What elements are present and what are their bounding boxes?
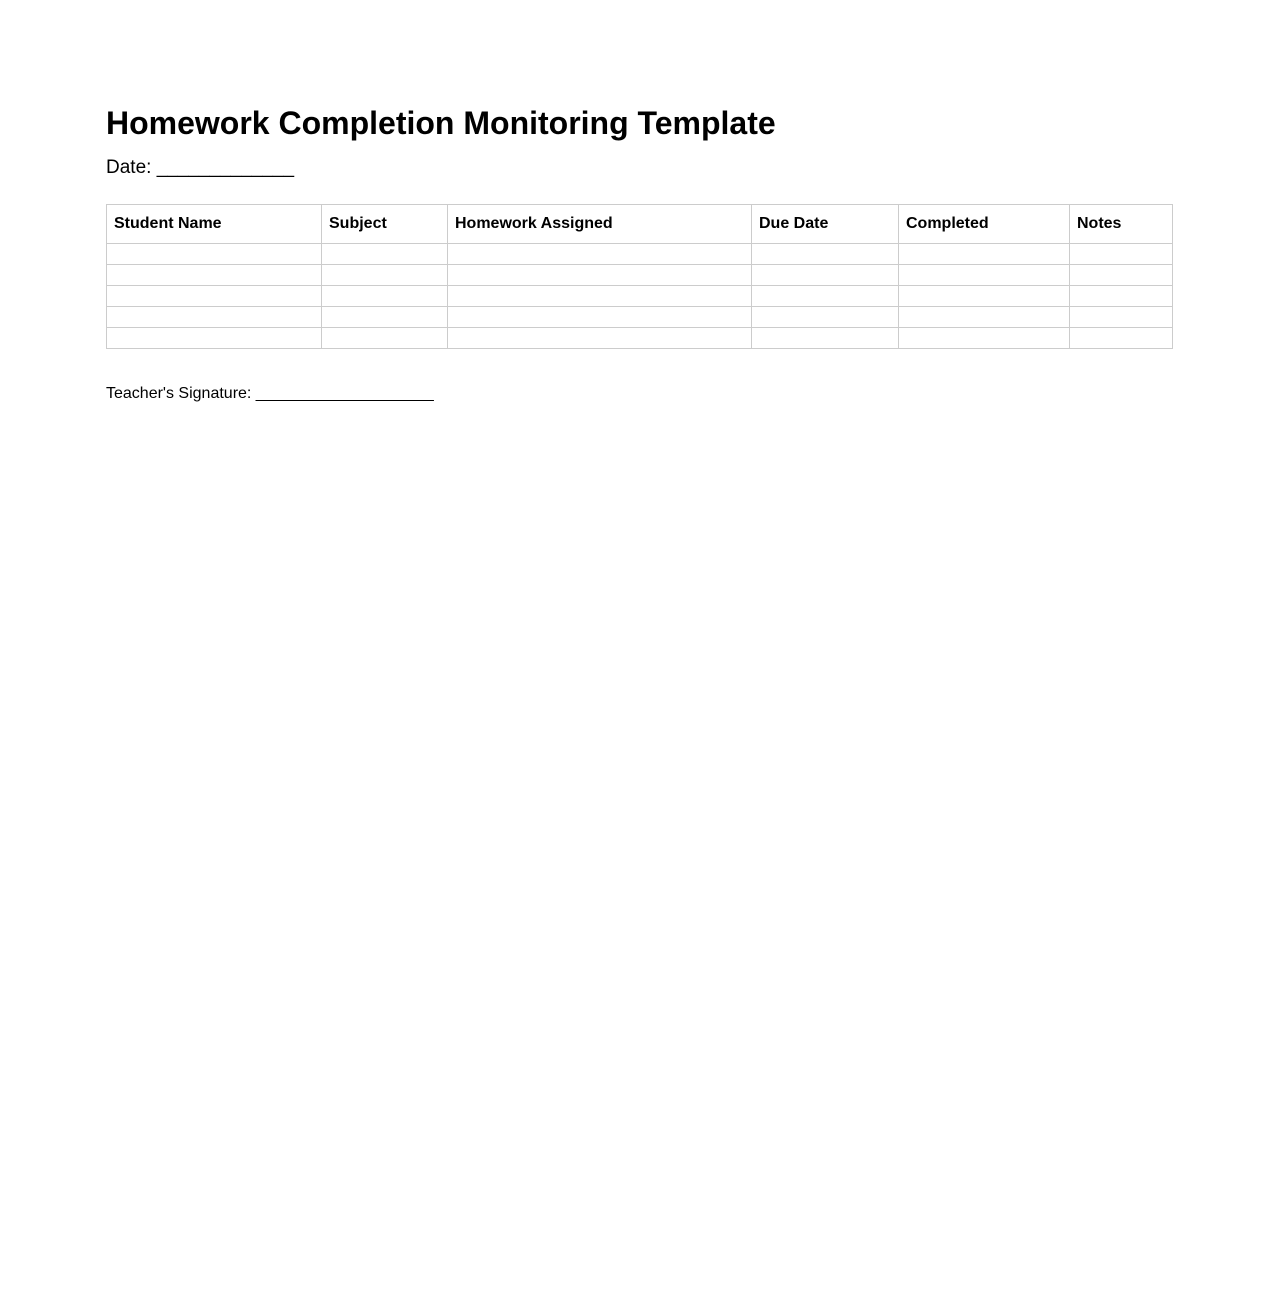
date-field: Date: _____________: [106, 157, 295, 178]
cell-notes: [1070, 244, 1173, 265]
cell-completed: [899, 328, 1070, 349]
cell-due-date: [752, 244, 899, 265]
column-header-subject: Subject: [322, 205, 448, 244]
column-header-due-date: Due Date: [752, 205, 899, 244]
column-header-notes: Notes: [1070, 205, 1173, 244]
teacher-signature-field: Teacher's Signature: ____________________: [106, 385, 434, 402]
cell-homework-assigned: [448, 244, 752, 265]
cell-due-date: [752, 286, 899, 307]
cell-homework-assigned: [448, 286, 752, 307]
cell-subject: [322, 307, 448, 328]
cell-student-name: [107, 244, 322, 265]
table-row: [107, 244, 1173, 265]
cell-due-date: [752, 307, 899, 328]
cell-homework-assigned: [448, 307, 752, 328]
table-row: [107, 328, 1173, 349]
cell-homework-assigned: [448, 265, 752, 286]
table-row: [107, 265, 1173, 286]
column-header-homework-assigned: Homework Assigned: [448, 205, 752, 244]
cell-due-date: [752, 328, 899, 349]
page-title: Homework Completion Monitoring Template: [106, 105, 776, 141]
table-row: [107, 286, 1173, 307]
homework-table: [106, 204, 1173, 349]
cell-subject: [322, 265, 448, 286]
cell-subject: [322, 328, 448, 349]
cell-completed: [899, 244, 1070, 265]
cell-completed: [899, 286, 1070, 307]
cell-subject: [322, 244, 448, 265]
table-header-row: [107, 205, 1173, 244]
cell-notes: [1070, 286, 1173, 307]
cell-subject: [322, 286, 448, 307]
cell-completed: [899, 307, 1070, 328]
cell-notes: [1070, 265, 1173, 286]
table-row: [107, 307, 1173, 328]
cell-student-name: [107, 307, 322, 328]
column-header-completed: Completed: [899, 205, 1070, 244]
cell-student-name: [107, 328, 322, 349]
cell-homework-assigned: [448, 328, 752, 349]
cell-student-name: [107, 265, 322, 286]
cell-notes: [1070, 307, 1173, 328]
cell-student-name: [107, 286, 322, 307]
cell-due-date: [752, 265, 899, 286]
cell-completed: [899, 265, 1070, 286]
cell-notes: [1070, 328, 1173, 349]
column-header-student-name: Student Name: [107, 205, 322, 244]
